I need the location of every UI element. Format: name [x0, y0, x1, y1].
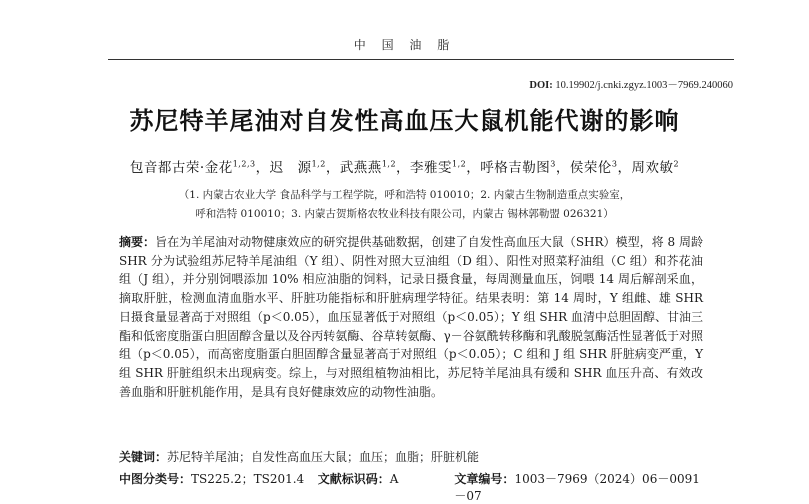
journal-running-header: 中 国 油 脂 [353, 38, 456, 52]
author: 迟 源$^{1,2}$ [269, 159, 326, 176]
author: 武燕燕$^{1,2}$ [339, 159, 397, 176]
doi-label: DOI: [529, 80, 553, 91]
clc-number: 中图分类号：TS225.2；TS201.4 [119, 472, 305, 486]
abstract-label: 摘要： [119, 235, 156, 249]
abstract-text: 旨在为羊尾油对动物健康效应的研究提供基础数据，创建了自发性高血压大鼠（SHR）模型，将 8 周龄 SHR 分为试验组苏尼特羊尾油组（Y 组）、阴性对照大豆油组（D 组）、阳性对照菜籽油组（C 组）和芥花油组（J 组），并分别饲喂添加 10% 相应油脂的饲料，记录日摄食量，每周测量血压，饲喂 14 周后解剖采血，摘取肝脏，检测血清血脂水平、肝脏功能指标和肝脏病理学特征。结果表明：第 14 周时，Y 组雌、雄 SHR 日摄食量显著高于对照组（p＜0.05），血压显著低于对照组（p＜0.05）；Y 组 SHR 血清中总胆固醇、甘油三酯和低密度脂蛋白胆固醇含量以及谷丙转氨酶、谷草转氨酶、γ－谷氨酰转移酶和乳酸脱氢酶活性显著低于对照组（p＜0.05），而高密度脂蛋白胆固醇含量显著高于对照组（p＜0.05）；C 组和 J 组 SHR 肝脏病变严重，Y 组 SHR 肝脏组织未出现病变。综上，与对照组植物油相比，苏尼特羊尾油具有缓和 SHR 血压升高、有效改善血脂和肝脏机能作用，是具有良好健康效应的动物性油脂。 [119, 235, 703, 399]
header-divider [108, 59, 734, 60]
author-list: 包音都古荣·金花$^{1,2,3}$，迟 源$^{1,2}$，武燕燕$^{1,2}$，李雅雯$^{1,2}$，呼格吉勒图$^3$，侯荣伦$^3$，周欢敏$^2$ [129, 159, 680, 176]
paper-title: 苏尼特羊尾油对自发性高血压大鼠机能代谢的影响 [129, 107, 680, 135]
author: 包音都古荣·金花$^{1,2,3}$ [129, 159, 256, 176]
author: 李雅雯$^{1,2}$ [410, 159, 467, 176]
doi-value[interactable]: 10.19902/j.cnki.zgyz.1003－7969.240060 [555, 80, 733, 91]
affiliation-line: （1. 内蒙古农业大学 食品科学与工程学院，呼和浩特 010010；2. 内蒙古生物制造重点实验室， [178, 189, 631, 201]
classification-line [119, 470, 703, 504]
keywords-text: 苏尼特羊尾油；自发性高血压大鼠；血压；血脂；肝脏机能 [167, 450, 480, 464]
abstract [119, 233, 703, 401]
article-number: 文章编号：1003－7969（2024）06－0091－07 [454, 472, 700, 503]
keywords [119, 448, 703, 465]
keywords-label: 关键词： [119, 450, 168, 464]
author: 周欢敏$^2$ [631, 159, 680, 176]
doi-line [529, 77, 733, 92]
affiliation-line: 呼和浩特 010010；3. 内蒙古贺斯格农牧业科技有限公司，内蒙古 锡林郭勒盟 026321） [195, 208, 614, 220]
document-code: 文献标识码：A [317, 472, 399, 486]
author: 侯荣伦$^3$ [569, 159, 618, 176]
author: 呼格吉勒图$^3$ [480, 159, 556, 176]
